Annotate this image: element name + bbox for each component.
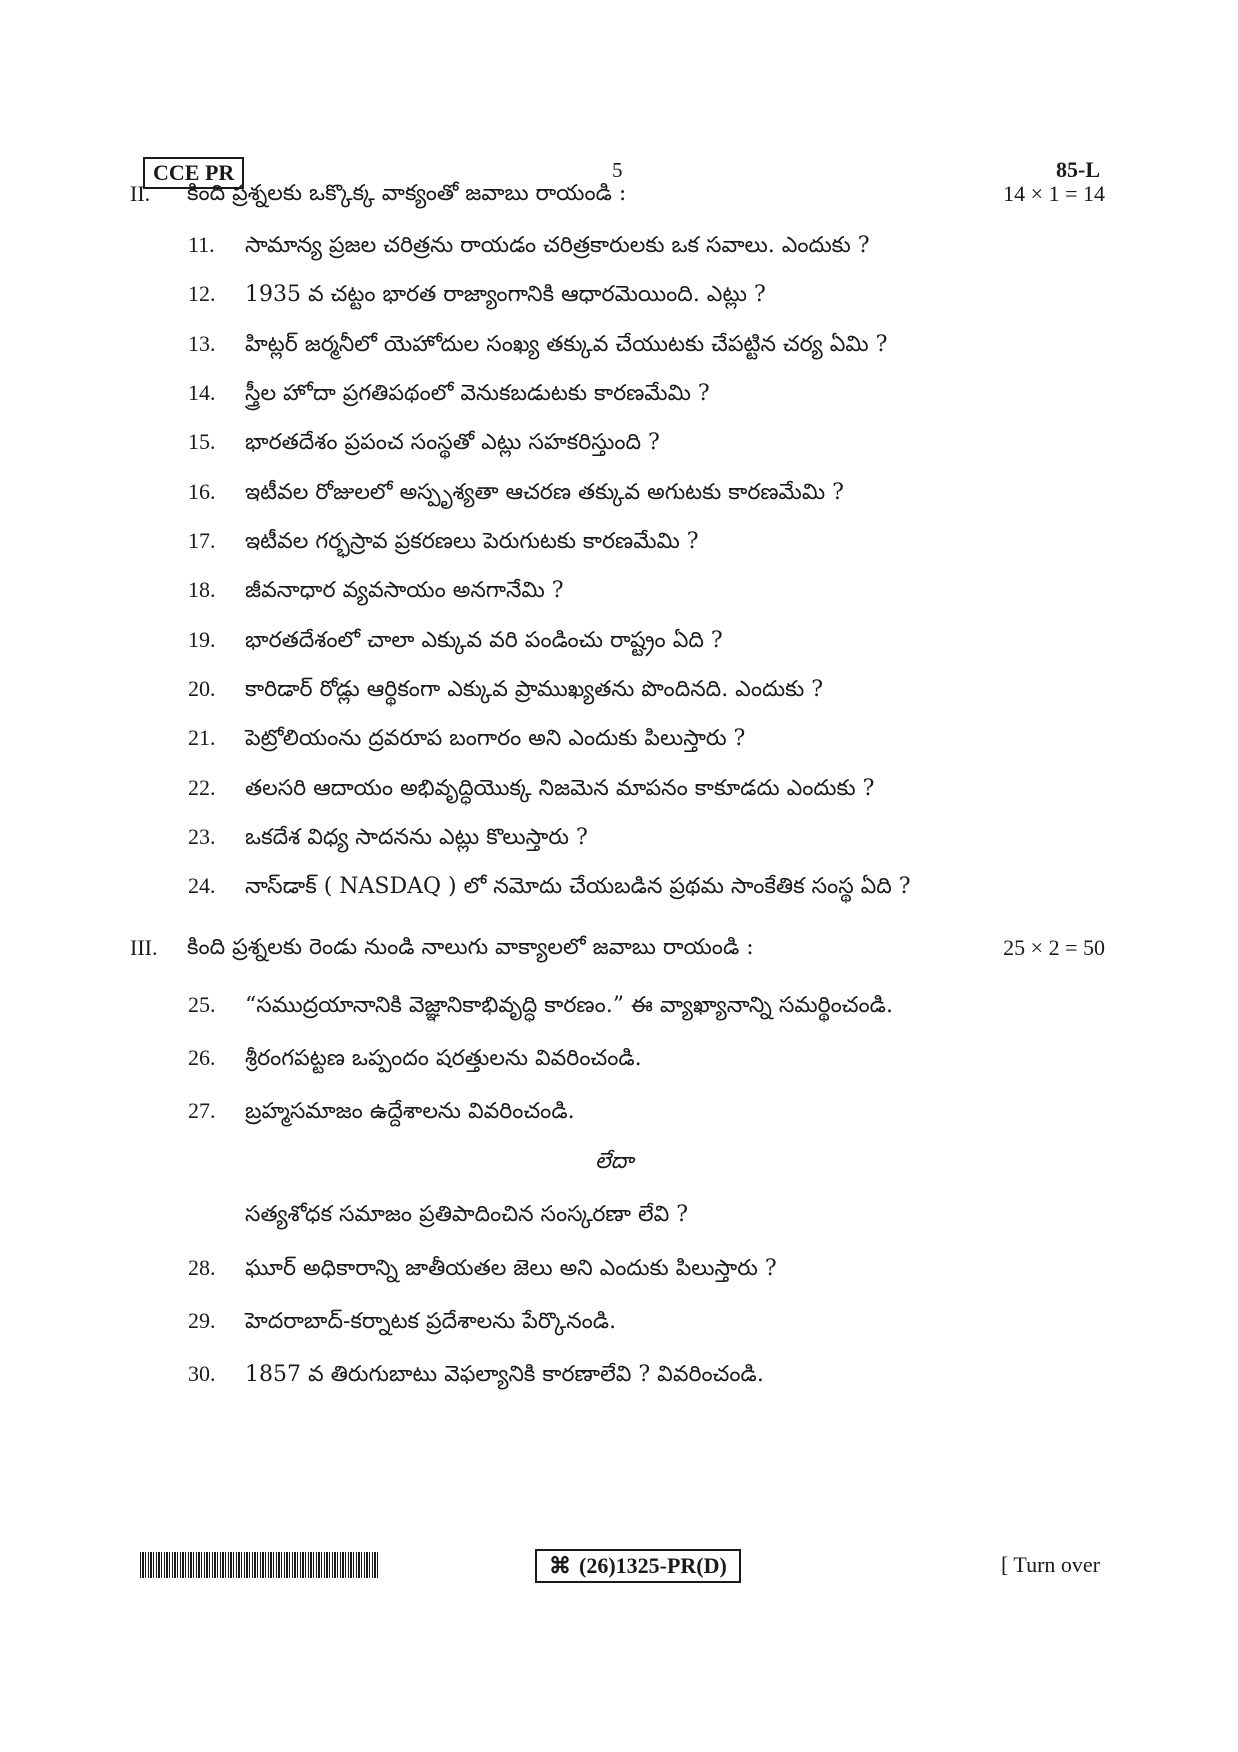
question-text: హిట్లర్ జర్మనీలో యెహోదుల సంఖ్య తక్కువ చేయుటకు చేపట్టిన చర్య ఏమి ?: [245, 332, 888, 357]
paper-code-box: CCE PR: [143, 157, 244, 189]
question-text: 1935 వ చట్టం భారత రాజ్యాంగానికి ఆధారమెయింది. ఎట్లు ?: [245, 282, 766, 307]
paper-id: 85-L: [1056, 157, 1100, 182]
question-number: 26.: [188, 1045, 216, 1070]
question-text: బ్రహ్మసమాజం ఉద్దేశాలను వివరించండి.: [245, 1099, 575, 1124]
alternative-question: సత్యశోధక సమాజం ప్రతిపాదించిన సంస్కరణా లేవి ?: [245, 1202, 689, 1227]
question-number: 17.: [188, 528, 216, 553]
question-text: నాస్‌డాక్ ( NASDAQ ) లో నమోదు చేయబడిన ప్రథమ సాంకేతిక సంస్థ ఏది ?: [245, 874, 911, 899]
question-text: కారిడార్ రోడ్లు ఆర్థికంగా ఎక్కువ ప్రాముఖ్యతను పొందినది. ఎందుకు ?: [245, 677, 824, 702]
section-instruction: కింది ప్రశ్నలకు ఒక్కొక్క వాక్యంతో జవాబు రాయండి :: [187, 181, 627, 206]
question-item: [188, 987, 1088, 1023]
question-item: [188, 1250, 1088, 1286]
question-item: [188, 1093, 1088, 1129]
question-item: [188, 720, 1088, 756]
question-number: 14.: [188, 380, 216, 405]
question-number: 13.: [188, 331, 216, 356]
question-number: 25.: [188, 992, 216, 1017]
question-number: 15.: [188, 429, 216, 454]
question-number: 23.: [188, 824, 216, 849]
question-item: [188, 671, 1088, 707]
question-item: [188, 523, 1088, 559]
question-number: 11.: [188, 232, 215, 257]
page-number: 5: [612, 158, 623, 182]
section-instruction: కింది ప్రశ్నలకు రెండు నుండి నాలుగు వాక్యాలలో జవాబు రాయండి :: [187, 935, 754, 960]
question-text: ఘూర్ అధికారాన్ని జాతీయతల జెలు అని ఎందుకు పిలుస్తారు ?: [245, 1256, 777, 1281]
question-text: భారతదేశం ప్రపంచ సంస్థతో ఎట్లు సహకరిస్తుంది ?: [245, 430, 660, 455]
section-2-heading: [130, 176, 1105, 212]
question-text: హెదరాబాద్-కర్నాటక ప్రదేశాలను పేర్కొనండి.: [245, 1309, 617, 1334]
question-item: [188, 424, 1088, 460]
question-number: 29.: [188, 1308, 216, 1333]
question-item: [188, 868, 1088, 904]
section-3-heading: [130, 930, 1105, 966]
question-number: 20.: [188, 676, 216, 701]
question-number: 18.: [188, 577, 216, 602]
question-number: 28.: [188, 1255, 216, 1280]
question-text: ఒకదేశ విధ్య సాదనను ఎట్లు కొలుస్తారు ?: [245, 825, 588, 850]
question-number: 22.: [188, 775, 216, 800]
question-text: పెట్రోలియంను ద్రవరూప బంగారం అని ఎందుకు పిలుస్తారు ?: [245, 726, 746, 751]
question-text: “సముద్రయానానికి వెజ్ఞానికాభివృద్ధి కారణం.” ఈ వ్యాఖ్యానాన్ని సమర్థించండి.: [245, 993, 893, 1018]
section-marks: 14 × 1 = 14: [1003, 181, 1105, 206]
question-item: [188, 375, 1088, 411]
question-text: ఇటీవల గర్భస్రావ ప్రకరణలు పెరుగుటకు కారణమేమి ?: [245, 529, 699, 554]
question-text: స్త్రీల హోదా ప్రగతిపథంలో వెనుకబడుటకు కారణమేమి ?: [245, 381, 710, 406]
question-item: [188, 572, 1088, 608]
section-number: II.: [130, 181, 151, 206]
question-text: జీవనాధార వ్యవసాయం అనగానేమి ?: [245, 578, 564, 603]
command-symbol-icon: ⌘: [549, 1553, 571, 1578]
question-item: [188, 276, 1088, 312]
question-item: [188, 770, 1088, 806]
question-text: శ్రీరంగపట్టణ ఒప్పందం షరత్తులను వివరించండి.: [245, 1046, 642, 1071]
question-text: భారతదేశంలో చాలా ఎక్కువ వరి పండించు రాష్ట్రం ఏది ?: [245, 628, 723, 653]
question-number: 30.: [188, 1361, 216, 1386]
question-number: 27.: [188, 1098, 216, 1123]
footer-code: (26)1325-PR(D): [579, 1553, 727, 1578]
question-text: తలసరి ఆదాయం అభివృద్ధియొక్క నిజమెన మాపనం కాకూడదు ఎందుకు ?: [245, 776, 875, 801]
footer-code-box: [535, 1549, 741, 1583]
or-label: లేదా: [595, 1149, 634, 1174]
question-text: ఇటీవల రోజులలో అస్పృశ్యతా ఆచరణ తక్కువ అగుటకు కారణమేమి ?: [245, 480, 844, 505]
question-number: 12.: [188, 281, 216, 306]
section-marks: 25 × 2 = 50: [1003, 935, 1105, 960]
question-text: 1857 వ తిరుగుబాటు వెఫల్యానికి కారణాలేవి ? వివరించండి.: [245, 1362, 764, 1387]
question-item: [188, 1303, 1088, 1339]
question-number: 19.: [188, 627, 216, 652]
question-item: [188, 227, 1088, 263]
question-item: [188, 622, 1088, 658]
section-number: III.: [130, 935, 158, 960]
question-item: [188, 819, 1088, 855]
question-item: [188, 326, 1088, 362]
barcode: [140, 1552, 378, 1578]
question-number: 24.: [188, 873, 216, 898]
question-number: 16.: [188, 479, 216, 504]
question-item: [188, 474, 1088, 510]
question-item: [188, 1356, 1088, 1392]
question-text: సామాన్య ప్రజల చరిత్రను రాయడం చరిత్రకారులకు ఒక సవాలు. ఎందుకు ?: [245, 233, 870, 258]
turn-over-label: [ Turn over: [1000, 1552, 1100, 1577]
question-number: 21.: [188, 725, 216, 750]
question-item: [188, 1040, 1088, 1076]
